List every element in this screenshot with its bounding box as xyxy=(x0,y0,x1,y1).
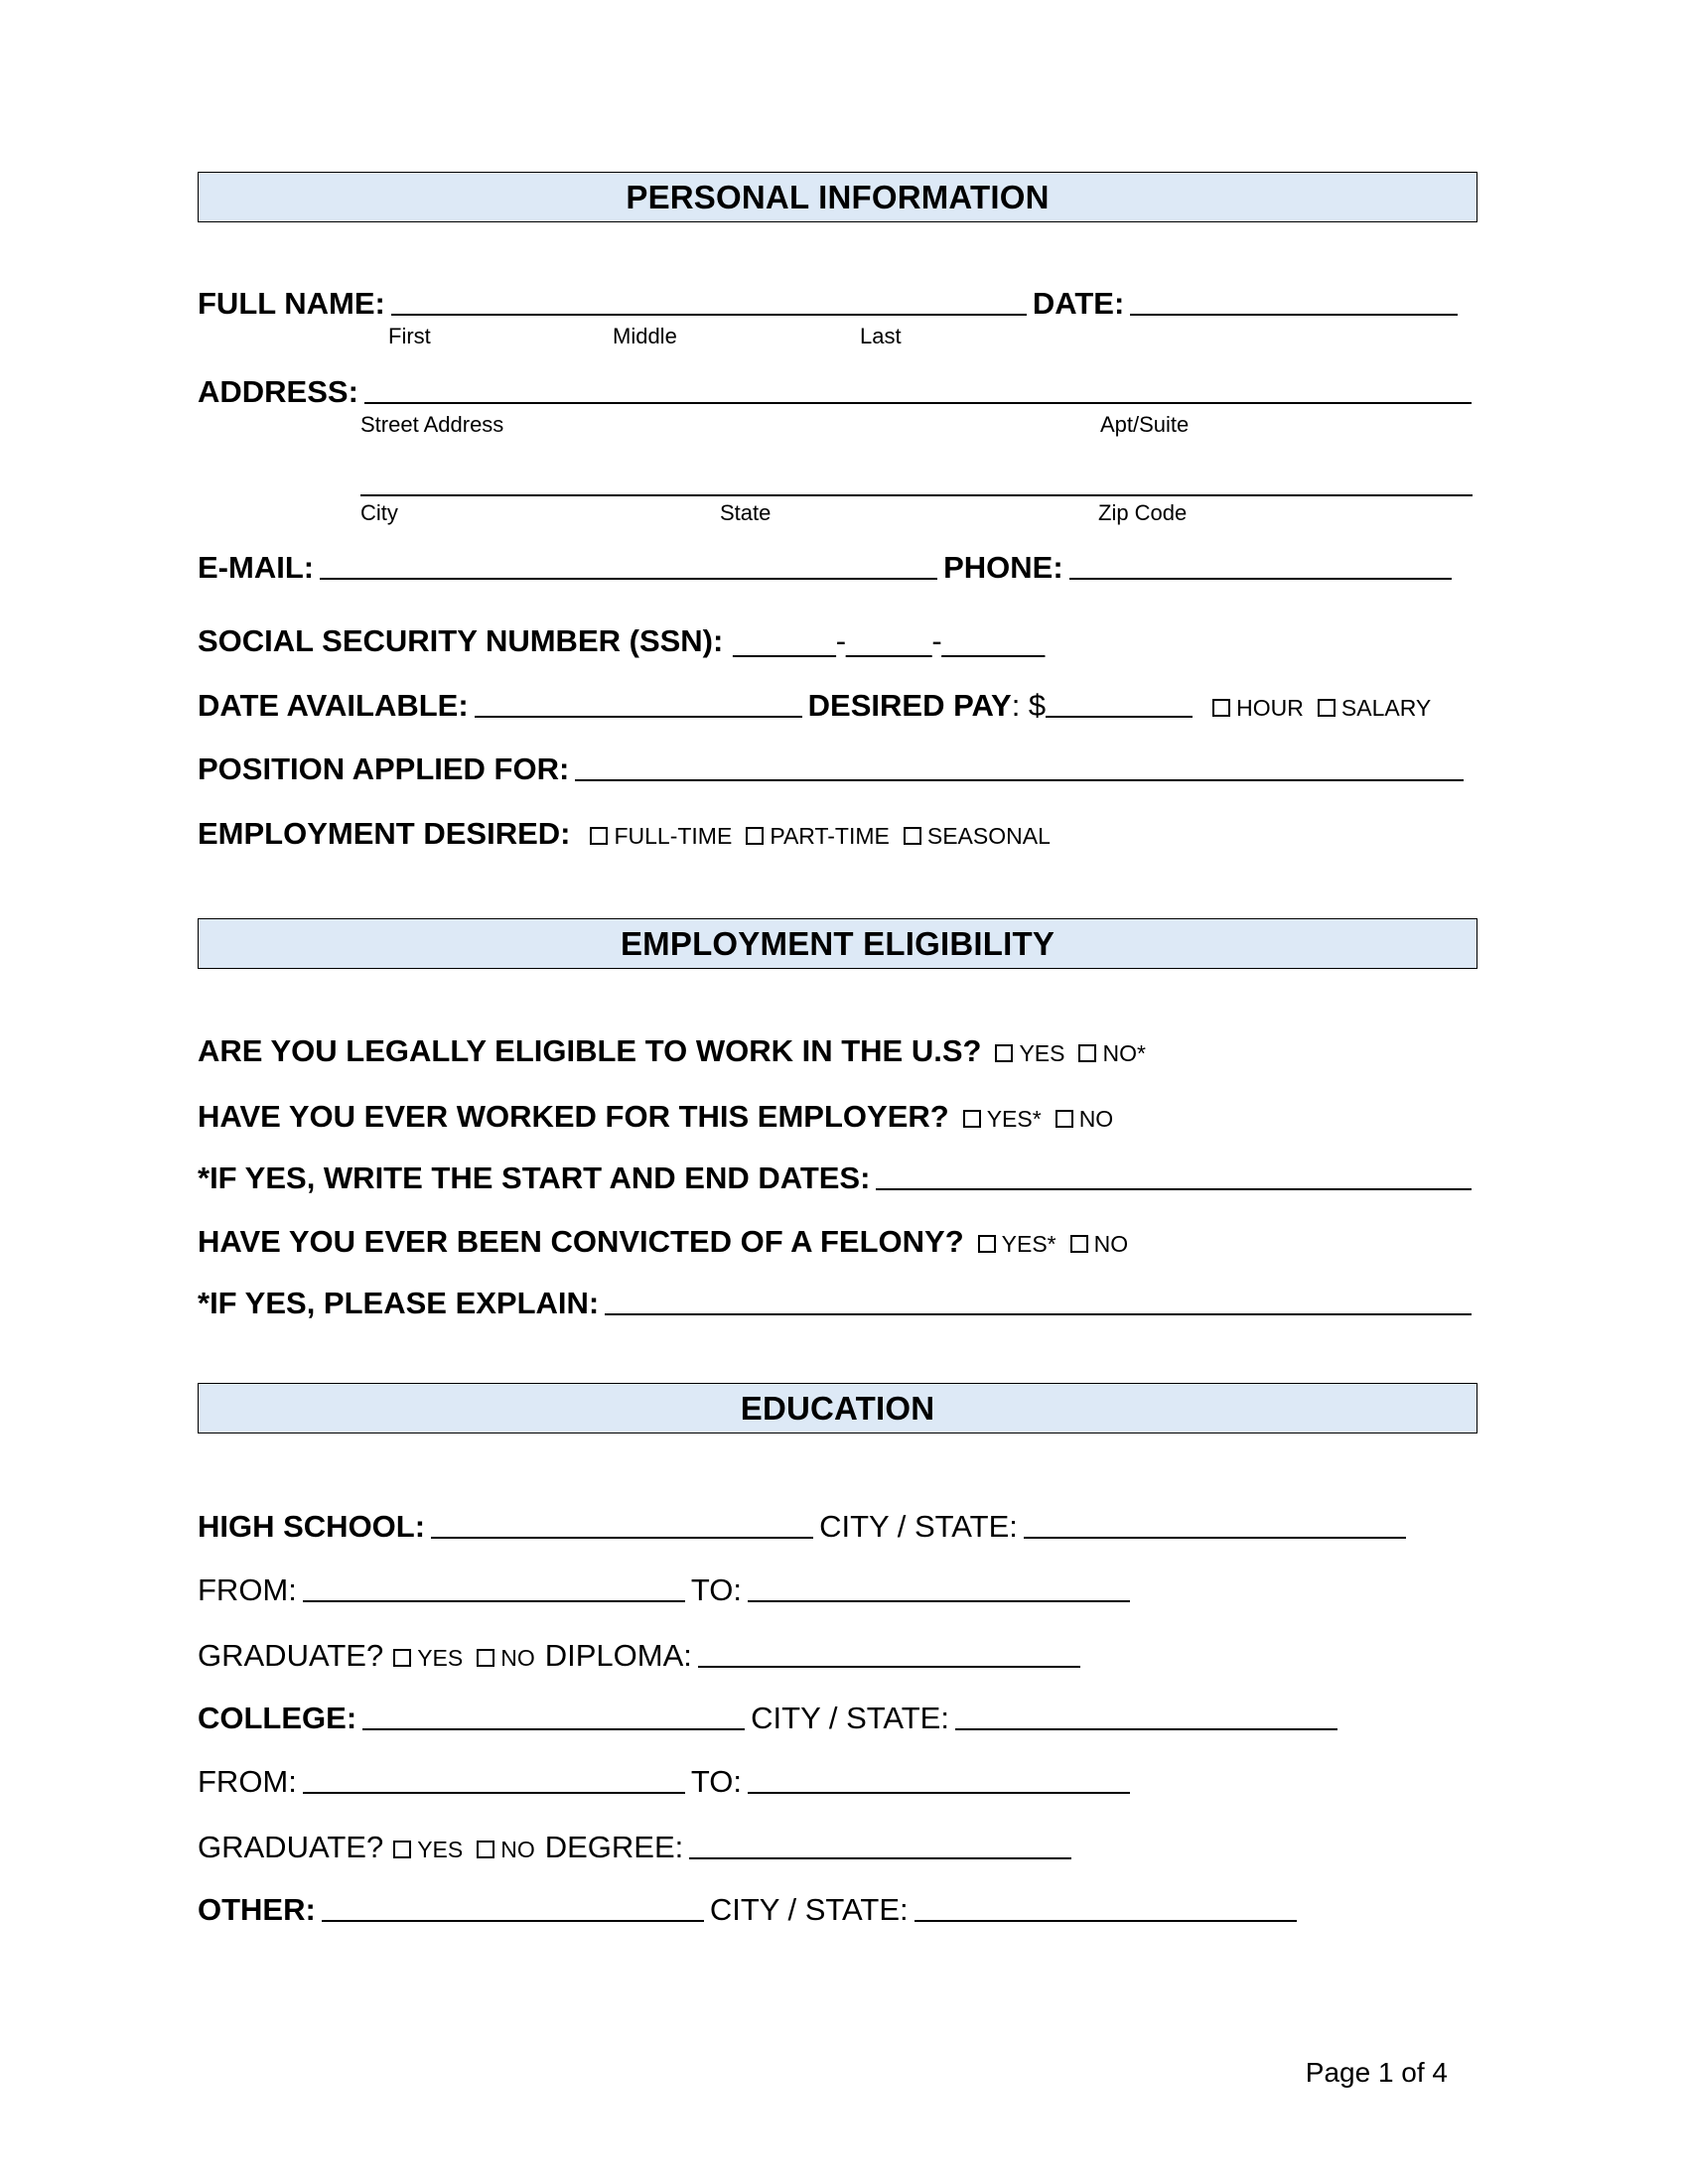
hour-label: HOUR xyxy=(1236,695,1304,721)
hs-from-to-row xyxy=(198,1572,1477,1608)
hs-graduate-no-label: NO xyxy=(500,1645,535,1671)
college-label: COLLEGE: xyxy=(198,1701,357,1735)
felony-explain-field[interactable] xyxy=(605,1290,1472,1315)
name-first-caption: First xyxy=(388,324,431,348)
degree-label: DEGREE: xyxy=(544,1830,684,1864)
name-middle-caption: Middle xyxy=(613,324,677,348)
eligible-yes-label: YES xyxy=(1019,1040,1065,1066)
high-school-label: HIGH SCHOOL: xyxy=(198,1509,426,1544)
other-row xyxy=(198,1892,1477,1928)
worked-no-checkbox[interactable] xyxy=(1055,1110,1073,1128)
section-title: EDUCATION xyxy=(740,1389,935,1427)
work-dates-row xyxy=(198,1160,1477,1196)
full-time-checkbox[interactable] xyxy=(590,827,608,845)
employment-desired-label: EMPLOYMENT DESIRED: xyxy=(198,816,571,851)
position-label: POSITION APPLIED FOR: xyxy=(198,751,570,786)
eligible-row xyxy=(198,1033,1477,1069)
date-field[interactable] xyxy=(1130,290,1458,316)
felony-yes-checkbox[interactable] xyxy=(978,1235,996,1253)
hs-graduate-no-checkbox[interactable] xyxy=(477,1649,494,1667)
worked-no-label: NO xyxy=(1078,1106,1114,1132)
hs-graduate-yes-label: YES xyxy=(417,1645,464,1671)
apt-caption: Apt/Suite xyxy=(1100,412,1190,437)
worked-yes-checkbox[interactable] xyxy=(963,1110,981,1128)
other-city-state-label: CITY / STATE: xyxy=(709,1892,909,1927)
eligible-no-label: NO* xyxy=(1102,1040,1146,1066)
hour-checkbox[interactable] xyxy=(1212,699,1230,717)
state-caption: State xyxy=(720,500,772,525)
college-to-field[interactable] xyxy=(748,1768,1130,1794)
college-graduate-row xyxy=(198,1830,1477,1865)
hs-city-state-label: CITY / STATE: xyxy=(819,1509,1018,1544)
seasonal-label: SEASONAL xyxy=(926,823,1051,849)
eligible-no-checkbox[interactable] xyxy=(1078,1044,1096,1062)
name-last-caption: Last xyxy=(860,324,902,348)
hs-graduate-yes-checkbox[interactable] xyxy=(393,1649,411,1667)
full-name-row xyxy=(198,286,1477,322)
eligible-yes-checkbox[interactable] xyxy=(995,1044,1013,1062)
email-phone-row xyxy=(198,550,1477,586)
part-time-label: PART-TIME xyxy=(770,823,890,849)
college-city-state-field[interactable] xyxy=(955,1705,1337,1730)
section-header-personal xyxy=(198,172,1477,222)
college-graduate-no-label: NO xyxy=(500,1837,535,1862)
full-name-label: FULL NAME: xyxy=(198,286,385,321)
desired-pay-field[interactable] xyxy=(1046,692,1193,718)
diploma-field[interactable] xyxy=(698,1642,1080,1668)
section-header-eligibility xyxy=(198,918,1477,969)
work-dates-label: *IF YES, WRITE THE START AND END DATES: xyxy=(198,1160,871,1195)
worked-yes-label: YES* xyxy=(986,1106,1042,1132)
date-available-label: DATE AVAILABLE: xyxy=(198,688,469,723)
page-number: Page 1 of 4 xyxy=(1305,2057,1448,2088)
high-school-row xyxy=(198,1509,1477,1545)
worked-before-row xyxy=(198,1099,1477,1135)
college-to-label: TO: xyxy=(690,1764,742,1799)
section-title: EMPLOYMENT ELIGIBILITY xyxy=(620,924,1055,962)
address-row xyxy=(198,374,1477,410)
diploma-label: DIPLOMA: xyxy=(544,1638,692,1673)
felony-explain-row xyxy=(198,1286,1477,1321)
email-field[interactable] xyxy=(320,554,937,580)
full-time-label: FULL-TIME xyxy=(614,823,733,849)
position-field[interactable] xyxy=(575,755,1464,781)
phone-field[interactable] xyxy=(1069,554,1452,580)
part-time-checkbox[interactable] xyxy=(746,827,764,845)
high-school-field[interactable] xyxy=(431,1513,813,1539)
city-caption: City xyxy=(360,500,398,525)
date-available-field[interactable] xyxy=(475,692,802,718)
college-graduate-no-checkbox[interactable] xyxy=(477,1841,494,1858)
ssn-row xyxy=(198,623,1477,659)
hs-city-state-field[interactable] xyxy=(1024,1513,1406,1539)
felony-no-label: NO xyxy=(1093,1231,1129,1257)
college-graduate-yes-label: YES xyxy=(417,1837,464,1862)
phone-label: PHONE: xyxy=(943,550,1063,585)
felony-row xyxy=(198,1224,1477,1260)
college-field[interactable] xyxy=(362,1705,745,1730)
zip-caption: Zip Code xyxy=(1098,500,1188,525)
email-label: E-MAIL: xyxy=(198,550,315,585)
street-address-field[interactable] xyxy=(364,378,1472,404)
ssn-label: SOCIAL SECURITY NUMBER (SSN): xyxy=(198,623,724,658)
college-from-to-row xyxy=(198,1764,1477,1800)
salary-checkbox[interactable] xyxy=(1318,699,1336,717)
college-graduate-label: GRADUATE? xyxy=(198,1830,384,1864)
degree-field[interactable] xyxy=(689,1834,1071,1859)
other-label: OTHER: xyxy=(198,1892,316,1927)
worked-before-question: HAVE YOU EVER WORKED FOR THIS EMPLOYER? xyxy=(198,1099,949,1134)
salary-label: SALARY xyxy=(1340,695,1432,721)
felony-question: HAVE YOU EVER BEEN CONVICTED OF A FELONY? xyxy=(198,1224,964,1259)
college-row xyxy=(198,1701,1477,1736)
hs-graduate-row xyxy=(198,1638,1477,1674)
college-from-field[interactable] xyxy=(303,1768,685,1794)
hs-to-field[interactable] xyxy=(748,1576,1130,1602)
felony-no-checkbox[interactable] xyxy=(1070,1235,1088,1253)
other-field[interactable] xyxy=(322,1896,704,1922)
date-label: DATE: xyxy=(1032,286,1125,321)
section-header-education xyxy=(198,1383,1477,1433)
hs-from-label: FROM: xyxy=(198,1572,297,1607)
college-from-label: FROM: xyxy=(198,1764,297,1799)
position-row xyxy=(198,751,1477,787)
college-graduate-yes-checkbox[interactable] xyxy=(393,1841,411,1858)
college-city-state-label: CITY / STATE: xyxy=(751,1701,949,1735)
section-title: PERSONAL INFORMATION xyxy=(626,178,1050,215)
felony-explain-label: *IF YES, PLEASE EXPLAIN: xyxy=(198,1286,600,1320)
desired-pay-label: DESIRED PAY xyxy=(807,688,1012,723)
employment-desired-row xyxy=(198,816,1477,852)
hs-from-field[interactable] xyxy=(303,1576,685,1602)
work-dates-field[interactable] xyxy=(876,1164,1472,1190)
eligible-question: ARE YOU LEGALLY ELIGIBLE TO WORK IN THE U.S? xyxy=(198,1033,982,1068)
felony-yes-label: YES* xyxy=(1001,1231,1056,1257)
address-label: ADDRESS: xyxy=(198,374,358,409)
availability-pay-row xyxy=(198,688,1477,724)
seasonal-checkbox[interactable] xyxy=(904,827,921,845)
desired-pay-dollar: : $ xyxy=(1011,688,1047,723)
full-name-field[interactable] xyxy=(391,290,1027,316)
other-city-state-field[interactable] xyxy=(914,1896,1297,1922)
ssn-field[interactable]: ______-_____-______ xyxy=(733,623,1046,658)
hs-to-label: TO: xyxy=(690,1572,742,1607)
city-state-zip-field[interactable] xyxy=(360,494,1473,496)
hs-graduate-label: GRADUATE? xyxy=(198,1638,384,1673)
street-caption: Street Address xyxy=(360,412,504,437)
